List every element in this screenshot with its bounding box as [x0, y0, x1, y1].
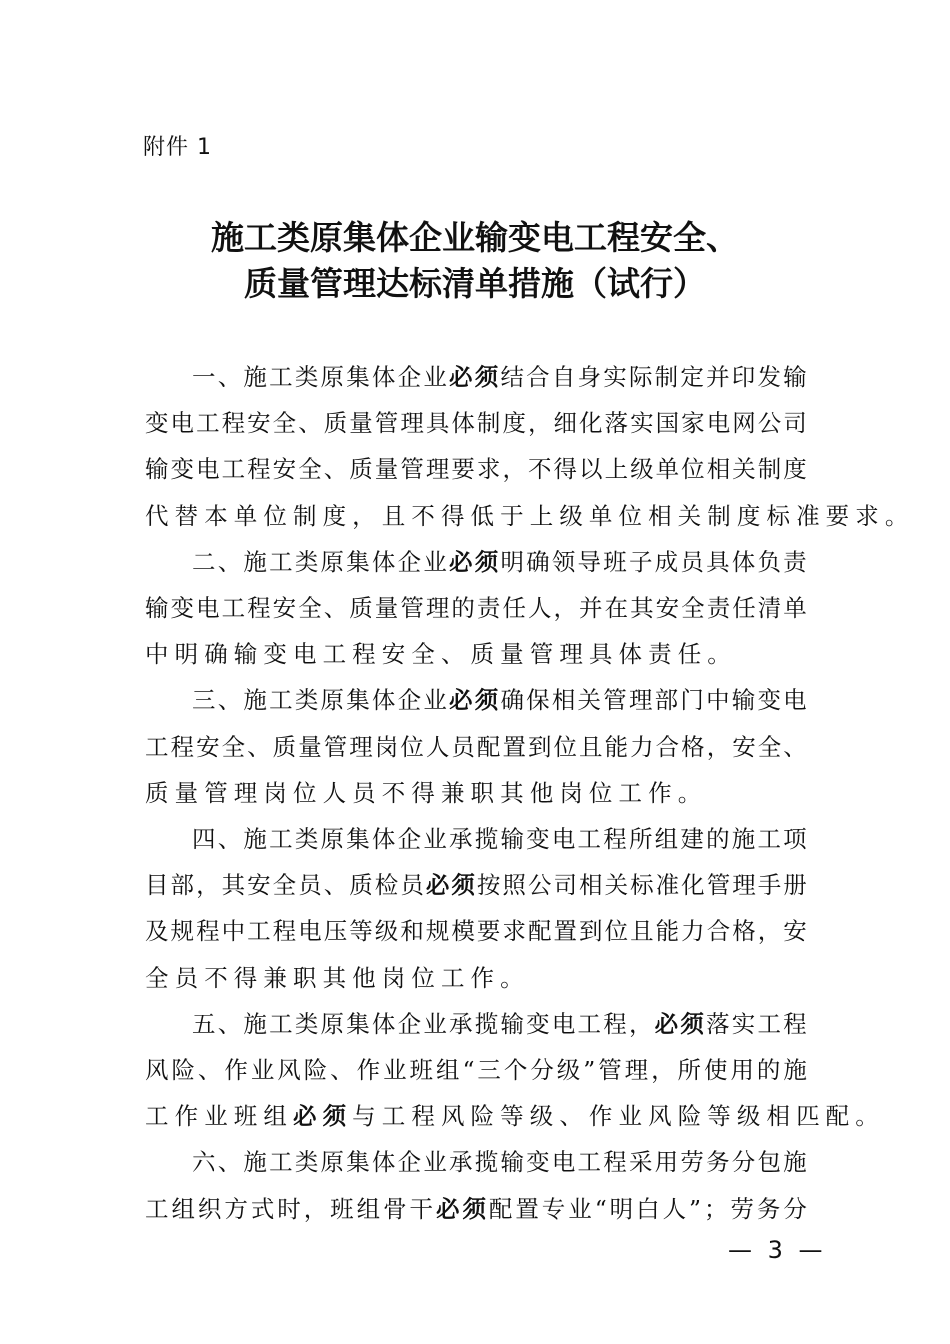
paragraph-5-line-2: 风 险 、 作 业 风 险 、 作 业 班 组 “ 三 个 分 级 ” 管 理 ， 所 使 用 的 施: [145, 1056, 807, 1084]
paragraph-1-line-1: 一 、 施 工 类 原 集 体 企 业 必 须 结 合 自 身 实 际 制 定 并 印 发 输: [192, 360, 807, 394]
attachment-label: 附件 1: [143, 135, 212, 160]
paragraph-3-line-2: 工 程 安 全 、 质 量 管 理 岗 位 人 员 配 置 到 位 且 能 力 合 格 ， 安 全 、: [145, 732, 807, 761]
document-title-line-1: 施工类原集体企业输变电工程安全、: [211, 218, 739, 257]
paragraph-4-line-1: 四 、 施 工 类 原 集 体 企 业 承 揽 输 变 电 工 程 所 组 建 的 施 工 项: [192, 825, 807, 853]
emphasis-text: 须: [474, 363, 499, 391]
emphasis-text: 须: [474, 686, 499, 715]
paragraph-4-line-4: 全 员 不 得 兼 职 其 他 岗 位 工 作 。: [145, 963, 524, 992]
paragraph-4-line-2: 目 部 ， 其 安 全 员 、 质 检 员 必 须 按 照 公 司 相 关 标 准 化 管 理 手 册: [145, 868, 807, 902]
emphasis-text: 须: [451, 871, 475, 900]
emphasis-text: 必: [654, 1009, 679, 1038]
emphasis-text: 必: [292, 1102, 317, 1131]
paragraph-1-line-2: 变 电 工 程 安 全 、 质 量 管 理 具 体 制 度 ， 细 化 落 实 国 家 电 网 公 司: [145, 409, 807, 438]
emphasis-text: 必: [449, 363, 473, 391]
paragraph-2-line-3: 中 明 确 输 变 电 工 程 安 全 、 质 量 管 理 具 体 责 任 。: [145, 640, 731, 669]
emphasis-text: 必: [435, 1194, 460, 1223]
emphasis-text: 须: [462, 1194, 486, 1223]
emphasis-text: 须: [322, 1102, 347, 1131]
emphasis-text: 须: [474, 547, 499, 576]
paragraph-2-line-2: 输 变 电 工 程 安 全 、 质 量 管 理 的 责 任 人 ， 并 在 其 安 全 责 任 清 单: [145, 594, 807, 622]
paragraph-5-line-1: 五 、 施 工 类 原 集 体 企 业 承 揽 输 变 电 工 程 ， 必 须 落 实 工 程: [192, 1007, 807, 1041]
paragraph-4-line-3: 及 规 程 中 工 程 电 压 等 级 和 规 模 要 求 配 置 到 位 且 能 力 合 格 ， 安: [145, 917, 807, 946]
page-number: — 3 —: [728, 1236, 823, 1264]
paragraph-1-line-4: 代 替 本 单 位 制 度 ， 且 不 得 低 于 上 级 单 位 相 关 制 度 标 准 要 求 。: [145, 501, 909, 530]
paragraph-2-line-1: 二 、 施 工 类 原 集 体 企 业 必 须 明 确 领 导 班 子 成 员 具 体 负 责: [192, 545, 807, 579]
paragraph-1-line-3: 输 变 电 工 程 安 全 、 质 量 管 理 要 求 ， 不 得 以 上 级 单 位 相 关 制 度: [145, 455, 807, 484]
paragraph-5-line-3: 工 作 业 班 组 必 须 与 工 程 风 险 等 级 、 作 业 风 险 等 级 相 匹 配 。: [145, 1099, 807, 1133]
paragraph-6-line-2: 工 组 织 方 式 时 ， 班 组 骨 干 必 须 配 置 专 业 “ 明 白 人 ” ； 劳 务 分: [145, 1192, 807, 1226]
paragraph-6-line-1: 六 、 施 工 类 原 集 体 企 业 承 揽 输 变 电 工 程 采 用 劳 务 分 包 施: [192, 1148, 807, 1177]
emphasis-text: 须: [680, 1009, 704, 1038]
emphasis-text: 必: [449, 547, 473, 576]
paragraph-3-line-1: 三 、 施 工 类 原 集 体 企 业 必 须 确 保 相 关 管 理 部 门 中 输 变 电: [192, 683, 807, 717]
paragraph-3-line-3: 质 量 管 理 岗 位 人 员 不 得 兼 职 其 他 岗 位 工 作 。: [145, 778, 702, 807]
emphasis-text: 必: [425, 871, 450, 900]
document-title-line-2: 质量管理达标清单措施（试行）: [244, 264, 706, 303]
emphasis-text: 必: [449, 686, 473, 715]
